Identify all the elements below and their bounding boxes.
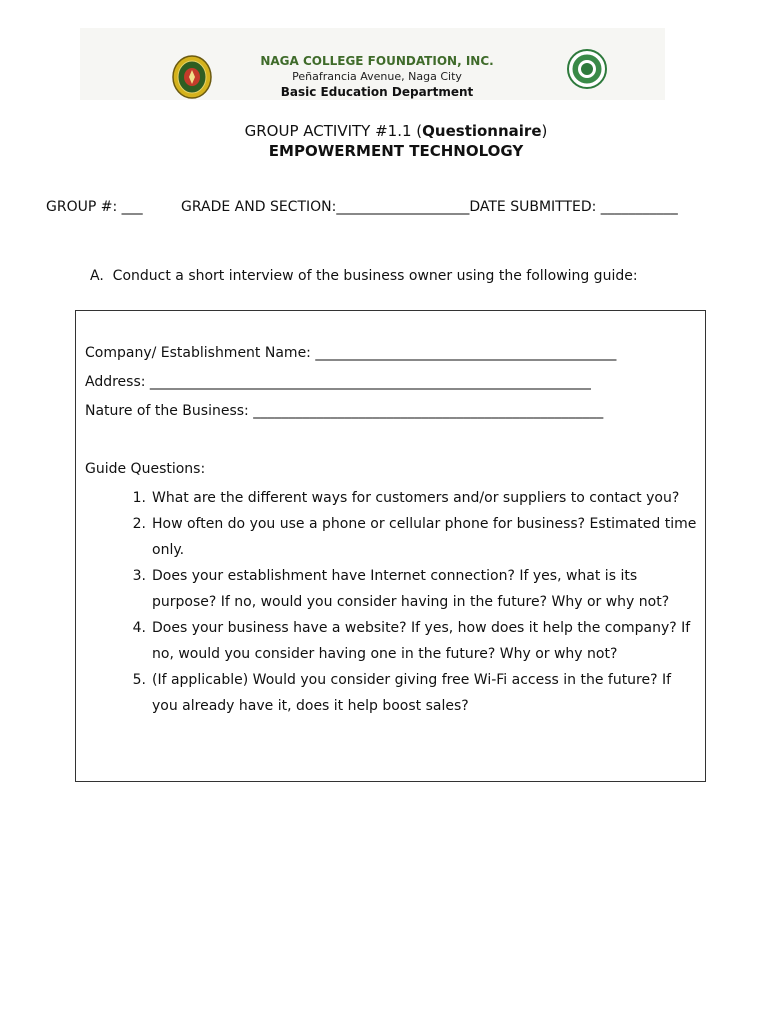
question-number: 4. bbox=[132, 620, 146, 636]
question-number: 5. bbox=[132, 672, 146, 688]
grade-section-date-field: GRADE AND SECTION:___________________DATE SUBMITTED: ___________ bbox=[181, 199, 678, 215]
question-text-line: no, would you consider having one in the future? Why or why not? bbox=[152, 646, 618, 662]
department-name: Basic Education Department bbox=[280, 85, 474, 99]
question-text-line: you already have it, does it help boost sales? bbox=[152, 698, 469, 714]
school-seal-icon bbox=[172, 55, 212, 99]
group-number-field: GROUP #: ___ bbox=[46, 199, 143, 215]
question-number: 2. bbox=[132, 516, 146, 532]
activity-title-prefix: GROUP ACTIVITY #1.1 ( bbox=[244, 122, 423, 140]
question-text-line: Does your establishment have Internet connection? If yes, what is its bbox=[152, 568, 638, 584]
guide-questions-label: Guide Questions: bbox=[85, 461, 206, 477]
question-number: 3. bbox=[132, 568, 146, 584]
question-text-line: Does your business have a website? If yes, how does it help the company? If bbox=[152, 620, 691, 636]
question-text-line: (If applicable) Would you consider giving free Wi-Fi access in the future? If bbox=[152, 672, 672, 688]
activity-title-bold: Questionnaire bbox=[422, 122, 542, 140]
department-seal-icon bbox=[567, 49, 607, 89]
school-name: NAGA COLLEGE FOUNDATION, INC. bbox=[260, 54, 494, 68]
school-address: Peñafrancia Avenue, Naga City bbox=[292, 70, 462, 83]
instruction-a: A. Conduct a short interview of the business owner using the following guide: bbox=[90, 268, 638, 284]
question-text-line: What are the different ways for customers and/or suppliers to contact you? bbox=[152, 490, 680, 506]
question-text-line: purpose? If no, would you consider having in the future? Why or why not? bbox=[152, 594, 670, 610]
question-text-line: only. bbox=[152, 542, 185, 558]
activity-title-suffix: ) bbox=[541, 122, 548, 140]
activity-title bbox=[0, 122, 768, 140]
question-text-line: How often do you use a phone or cellular phone for business? Estimated time bbox=[152, 516, 697, 532]
company-name-field: Company/ Establishment Name: ___________________________________________ bbox=[85, 345, 617, 361]
question-number: 1. bbox=[132, 490, 146, 506]
business-nature-field: Nature of the Business: __________________________________________________ bbox=[85, 403, 604, 419]
subject-title: EMPOWERMENT TECHNOLOGY bbox=[268, 142, 524, 160]
address-field: Address: _______________________________________________________________ bbox=[85, 374, 591, 390]
